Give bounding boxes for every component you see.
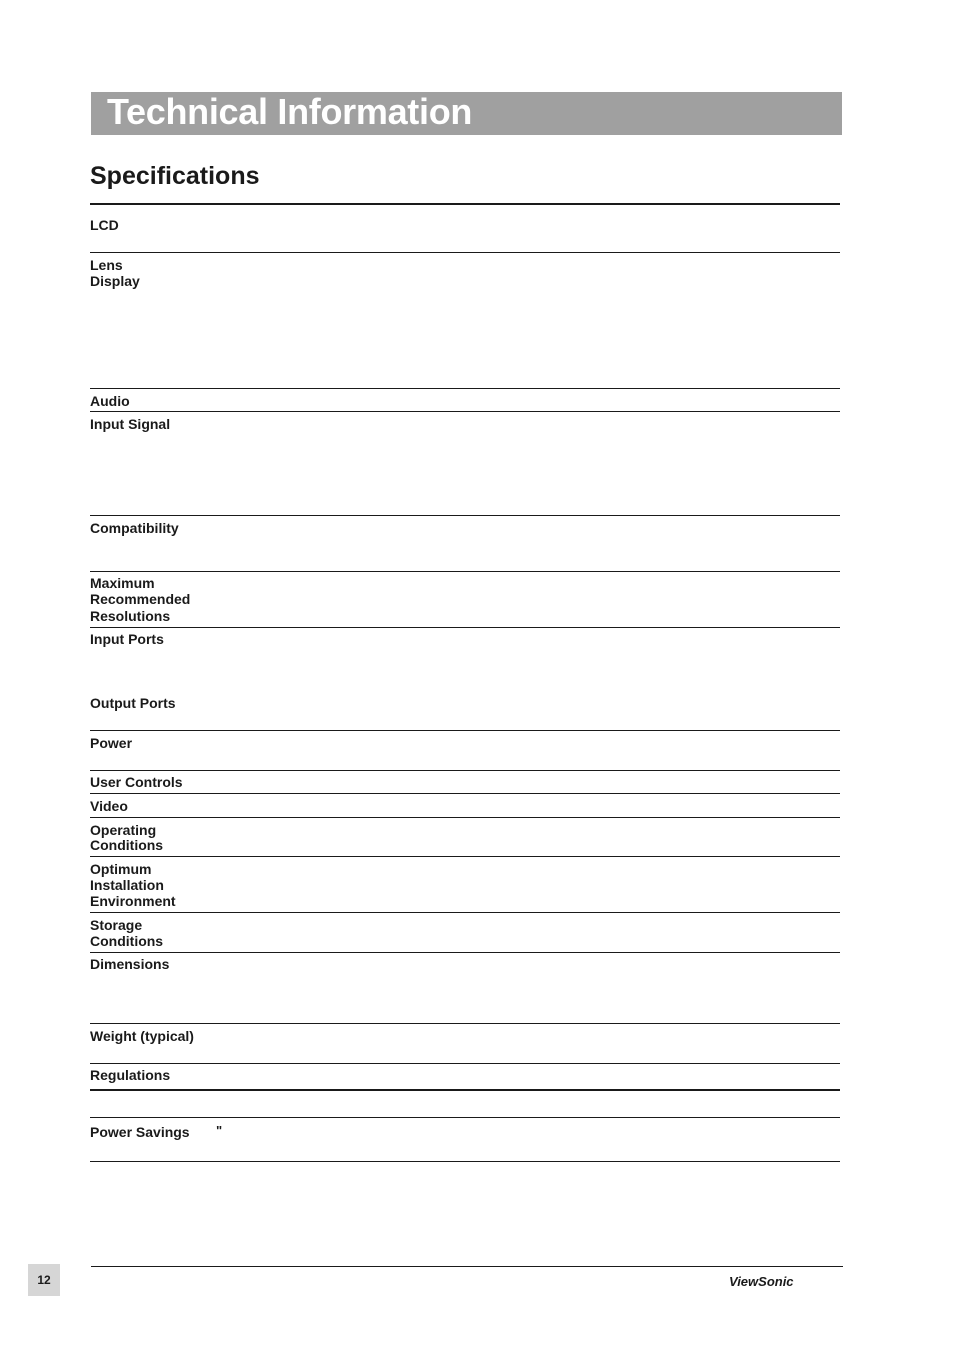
spec-label-input-signal: Input Signal [90,416,171,432]
divider [90,817,840,818]
divider [90,1089,840,1091]
divider [90,952,840,953]
power-savings-value: " [216,1123,223,1138]
spec-label-installation: Installation [90,877,164,893]
divider [90,793,840,794]
spec-label-dimensions: Dimensions [90,956,170,972]
spec-label-regulations: Regulations [90,1067,171,1083]
divider [90,388,840,389]
page-number-box [28,1264,60,1296]
footer-brand: ViewSonic [729,1274,794,1289]
divider [90,912,840,913]
divider [90,411,840,412]
spec-label-optimum: Optimum [90,861,152,877]
divider [90,730,840,731]
divider [90,515,840,516]
divider [90,856,840,857]
divider [90,571,840,572]
spec-label-video: Video [90,798,128,814]
footer-rule [91,1266,843,1267]
header-banner [91,92,842,135]
spec-label-compatibility: Compatibility [90,520,179,536]
page-number: 12 [37,1273,51,1287]
spec-label-user-controls: User Controls [90,774,183,790]
divider-bottom [90,1161,840,1162]
divider [90,252,840,253]
divider [90,627,840,628]
spec-label-operating: Operating [90,822,157,838]
spec-label-recommended: Recommended [90,591,191,607]
divider-top [90,203,840,205]
spec-label-output-ports: Output Ports [90,695,176,711]
spec-label-power: Power [90,735,133,751]
divider [90,770,840,771]
spec-label-display: Display [90,273,140,289]
page-title: Technical Information [107,91,473,132]
spec-label-environment: Environment [90,893,176,909]
spec-label-power-savings: Power Savings [90,1124,190,1140]
divider [90,1023,840,1024]
spec-label-lcd: LCD [90,217,119,233]
divider [90,1117,840,1118]
spec-label-maximum: Maximum [90,575,155,591]
spec-label-storage-conditions: Conditions [90,933,164,949]
spec-label-operating-conditions: Conditions [90,837,164,853]
spec-label-lens: Lens [90,257,123,273]
spec-label-input-ports: Input Ports [90,631,164,647]
section-title: Specifications [90,162,260,190]
spec-label-storage: Storage [90,917,143,933]
spec-label-audio: Audio [90,393,130,409]
spec-label-weight: Weight (typical) [90,1028,194,1044]
divider [90,1063,840,1064]
spec-label-resolutions: Resolutions [90,608,171,624]
